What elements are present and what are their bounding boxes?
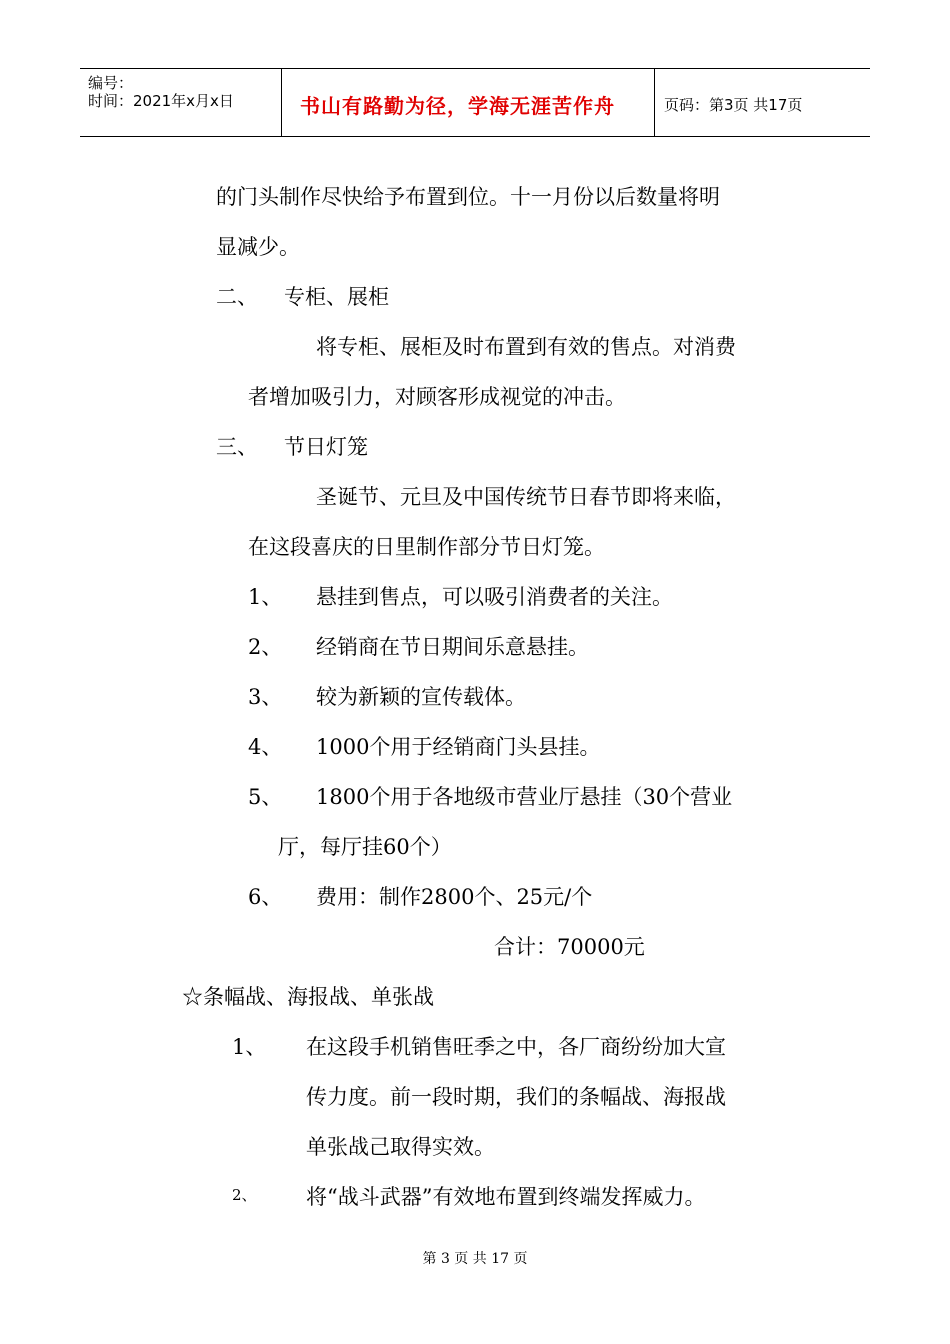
section-3-paragraph-2: 在这段喜庆的日里制作部分节日灯笼。 <box>248 535 605 559</box>
header-bottom-border <box>80 136 870 137</box>
list-item-number: 5、 <box>248 785 283 809</box>
list-item-text: 1800个用于各地级市营业厅悬挂（30个营业 <box>316 785 733 809</box>
list-item-text: 较为新颖的宣传载体。 <box>316 685 526 709</box>
section-2-paragraph-1: 将专柜、展柜及时布置到有效的售点。对消费 <box>316 335 736 359</box>
list-item-continuation: 厅，每厅挂60个） <box>278 835 452 859</box>
list-item-number: 6、 <box>248 885 283 909</box>
body-line-1: 的门头制作尽快给予布置到位。十一月份以后数量将明 <box>216 185 720 209</box>
total-amount: 合计：70000元 <box>494 935 645 959</box>
footer-page-number: 第 3 页 共 17 页 <box>422 1251 528 1267</box>
list-item-number: 2、 <box>248 635 283 659</box>
header-motto: 书山有路勤为径，学海无涯苦作舟 <box>300 94 615 118</box>
body-line-2: 显减少。 <box>216 235 300 259</box>
header-divider-2 <box>654 68 655 136</box>
header-time-label: 时间：2021年x月x日 <box>88 92 234 110</box>
section-3-title: 节日灯笼 <box>284 435 368 459</box>
list-item-number: 1、 <box>248 585 283 609</box>
star-item-1-line-2: 传力度。前一段时期，我们的条幅战、海报战 <box>306 1085 726 1109</box>
header-number-label: 编号： <box>88 74 134 92</box>
star-section-title: ☆条幅战、海报战、单张战 <box>182 985 434 1009</box>
list-item-number: 4、 <box>248 735 283 759</box>
list-item-number: 3、 <box>248 685 283 709</box>
section-2-title: 专柜、展柜 <box>284 285 389 309</box>
section-3-paragraph-1: 圣诞节、元旦及中国传统节日春节即将来临， <box>316 485 736 509</box>
header-top-border <box>80 68 870 69</box>
list-item-text: 费用：制作2800个、25元/个 <box>316 885 593 909</box>
section-3-number: 三、 <box>216 435 258 459</box>
star-item-1-number: 1、 <box>232 1035 267 1059</box>
list-item-text: 1000个用于经销商门头县挂。 <box>316 735 601 759</box>
section-2-number: 二、 <box>216 285 258 309</box>
star-item-2-number: 2、 <box>232 1186 257 1204</box>
section-2-paragraph-2: 者增加吸引力，对顾客形成视觉的冲击。 <box>248 385 626 409</box>
star-item-1-line-1: 在这段手机销售旺季之中，各厂商纷纷加大宣 <box>306 1035 726 1059</box>
header-page-label: 页码：第3页 共17页 <box>664 96 803 114</box>
list-item-text: 经销商在节日期间乐意悬挂。 <box>316 635 589 659</box>
header-divider-1 <box>281 68 282 136</box>
star-item-2-line-1: 将“战斗武器”有效地布置到终端发挥威力。 <box>306 1185 706 1209</box>
star-item-1-line-3: 单张战己取得实效。 <box>306 1135 495 1159</box>
list-item-text: 悬挂到售点，可以吸引消费者的关注。 <box>316 585 673 609</box>
